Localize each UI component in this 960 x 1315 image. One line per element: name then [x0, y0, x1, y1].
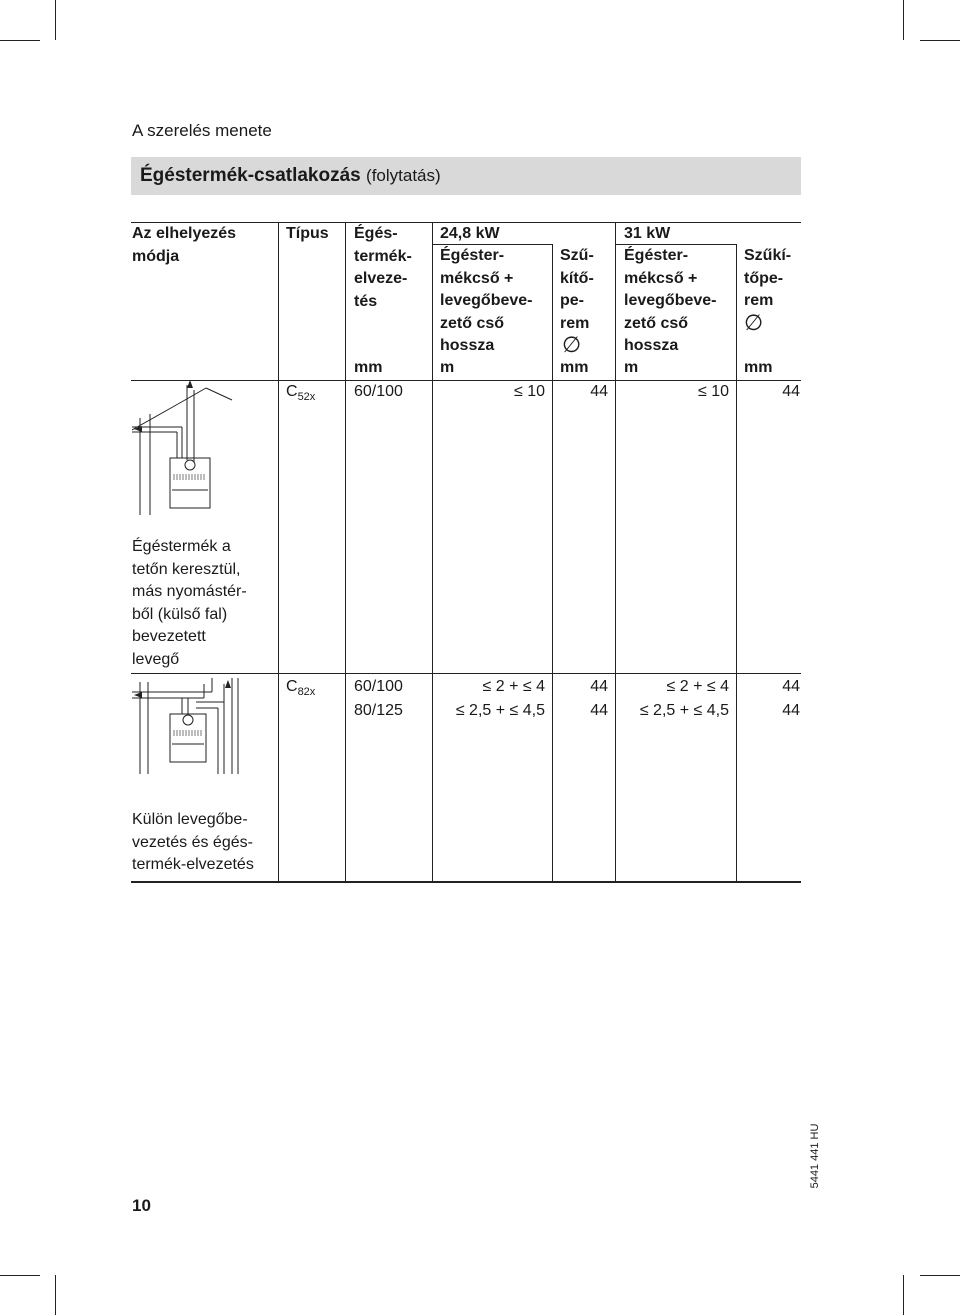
c52x-installation-diagram: [132, 380, 272, 515]
header-reducer-1: Szű- kítő- pe- rem: [560, 247, 594, 332]
col-divider: [278, 222, 279, 882]
page-number: 10: [132, 1196, 151, 1215]
section-label: A szerelés menete: [132, 121, 272, 140]
header-reducer-1-unit: mm: [560, 359, 589, 376]
table-bottom-rule: [131, 881, 801, 883]
diameter-symbol: ∅: [562, 332, 582, 357]
crop-mark: [903, 1275, 904, 1315]
reducer-value: 44: [590, 383, 608, 400]
crop-mark: [0, 1275, 40, 1276]
length-value: ≤ 10: [513, 383, 545, 400]
header-flue-unit: mm: [354, 359, 383, 376]
header-reducer-2-unit: mm: [744, 359, 773, 376]
col-divider: [432, 222, 433, 882]
header-power-1: 24,8 kW: [440, 225, 500, 242]
header-length-1: Égéster- mékcső + levegőbeve- zető cső hossza: [440, 247, 533, 354]
c82x-installation-diagram: [132, 674, 252, 774]
flue-size: 80/125: [354, 702, 403, 719]
crop-mark: [903, 0, 904, 40]
length-value: ≤ 2,5 + ≤ 4,5: [455, 702, 545, 719]
header-length-1-unit: m: [440, 359, 455, 376]
document-code: 5441 441 HU: [809, 1123, 821, 1189]
row-type: $C_{82x}$: [286, 678, 316, 698]
crop-mark: [55, 0, 56, 40]
row-caption: Égéstermék a tetőn keresztül, más nyomástér- ből (külső fal) bevezetett levegő: [132, 538, 247, 668]
col-divider: [615, 222, 616, 882]
page-title: [140, 165, 441, 187]
row-caption: Külön levegőbe- vezetés és égés- termék-elvezetés: [132, 811, 254, 873]
col-divider: [552, 244, 553, 882]
reducer-value: 44: [782, 383, 800, 400]
crop-mark: [920, 40, 960, 41]
length-value: ≤ 2,5 + ≤ 4,5: [639, 702, 729, 719]
header-power-2: 31 kW: [624, 225, 671, 242]
flue-size: 60/100: [354, 383, 403, 400]
length-value: ≤ 2 + ≤ 4: [666, 678, 729, 695]
header-reducer-2: Szűkí- tőpe- rem: [744, 247, 792, 309]
length-value: ≤ 10: [697, 383, 729, 400]
title-sub: (folytatás): [366, 166, 441, 185]
header-flue: Égés- termék- elveze- tés: [354, 225, 412, 310]
row-type: $C_{52x}$: [286, 383, 316, 403]
title-main: Égéstermék-csatlakozás: [140, 165, 361, 186]
crop-mark: [920, 1275, 960, 1276]
title-bar: [131, 157, 801, 195]
header-type: Típus: [286, 225, 329, 242]
reducer-value: 44: [590, 702, 608, 719]
crop-mark: [0, 40, 40, 41]
col-divider: [736, 244, 737, 882]
flue-size: 60/100: [354, 678, 403, 695]
diameter-symbol: ∅: [744, 310, 764, 335]
crop-mark: [55, 1275, 56, 1315]
reducer-value: 44: [782, 702, 800, 719]
reducer-value: 44: [590, 678, 608, 695]
header-length-2: Égéster- mékcső + levegőbeve- zető cső hossza: [624, 247, 717, 354]
header-placement: Az elhelyezés módja: [132, 225, 237, 265]
header-length-2-unit: m: [624, 359, 639, 376]
reducer-value: 44: [782, 678, 800, 695]
length-value: ≤ 2 + ≤ 4: [482, 678, 545, 695]
col-divider: [345, 222, 346, 882]
